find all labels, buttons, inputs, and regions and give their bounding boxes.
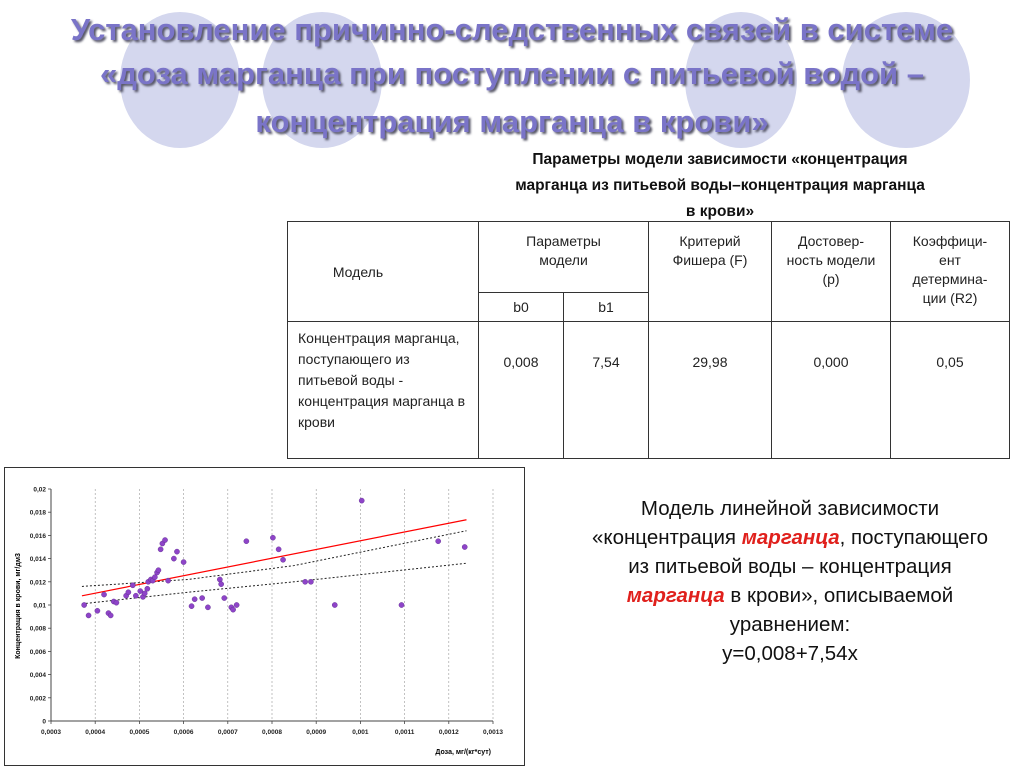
x-tick-label: 0,0004 <box>85 729 106 736</box>
x-tick-label: 0,0007 <box>217 729 238 736</box>
data-point <box>189 604 194 609</box>
row-p-cell <box>772 322 891 459</box>
data-point <box>156 568 161 573</box>
data-point <box>399 602 404 607</box>
x-tick-label: 0,0008 <box>262 729 282 736</box>
y-tick-label: 0,016 <box>29 532 46 540</box>
header-p-label: Достовер-ность модели (р) <box>786 233 876 287</box>
model-parameters-table <box>287 221 1010 459</box>
data-point <box>462 544 467 549</box>
scatter-chart-frame <box>4 467 525 766</box>
header-fisher-label: Критерий Фишера (F) <box>672 233 748 268</box>
row-fisher-value: 29,98 <box>692 354 728 370</box>
slide-title-line-2: «доза марганца при поступлении с питьевой водой – <box>100 56 924 91</box>
data-point <box>86 613 91 618</box>
data-point <box>181 559 186 564</box>
y-tick-label: 0 <box>42 718 46 726</box>
data-point <box>234 602 239 607</box>
x-tick-label: 0,0012 <box>438 729 459 736</box>
data-point <box>222 595 227 600</box>
header-model <box>288 222 479 322</box>
data-point <box>130 583 135 588</box>
description-emphasis: марганца <box>626 584 725 607</box>
description-text: «концентрация <box>591 526 742 549</box>
data-point <box>308 579 313 584</box>
model-description <box>556 494 1024 668</box>
row-model-cell <box>288 322 479 459</box>
row-model-label: Концентрация марганца, поступающего из питьевой воды - концентрация марганца в крови <box>298 330 466 430</box>
data-point <box>332 602 337 607</box>
y-tick-label: 0,002 <box>29 695 46 703</box>
data-point <box>82 602 87 607</box>
table-caption <box>440 147 1000 225</box>
data-point <box>244 539 249 544</box>
data-point <box>95 608 100 613</box>
row-r2-cell <box>891 322 1010 459</box>
slide-title-line-1: Установление причинно-следственных связей в системе <box>70 12 954 47</box>
data-point <box>174 549 179 554</box>
row-fisher-cell <box>649 322 772 459</box>
data-point <box>270 535 275 540</box>
y-tick-label: 0,02 <box>33 486 46 494</box>
table-caption-line-2: марганца из питьевой воды–концентрация марганца <box>515 177 925 194</box>
data-point <box>303 579 308 584</box>
row-b0-value: 0,008 <box>503 354 539 370</box>
description-text: , поступающего <box>839 526 989 549</box>
description-text: в крови», описываемой <box>724 584 954 607</box>
scatter-chart <box>5 468 524 765</box>
data-point <box>192 597 197 602</box>
data-point <box>114 600 119 605</box>
header-b1: b1 <box>564 293 649 322</box>
row-p-value: 0,000 <box>813 354 849 370</box>
data-point <box>101 592 106 597</box>
data-point <box>166 578 171 583</box>
data-point <box>133 593 138 598</box>
data-point <box>158 547 163 552</box>
data-point <box>200 595 205 600</box>
slide-title-line-3: концентрация марганца в крови» <box>255 104 769 139</box>
y-tick-label: 0,008 <box>29 625 46 633</box>
data-point <box>171 556 176 561</box>
data-point <box>231 607 236 612</box>
description-emphasis: марганца <box>741 526 840 549</box>
header-params-label: Параметры модели <box>526 233 601 268</box>
x-tick-label: 0,0006 <box>173 729 194 736</box>
data-point <box>219 582 224 587</box>
data-point <box>280 557 285 562</box>
data-point <box>108 613 113 618</box>
data-point <box>205 605 210 610</box>
description-line-1: Модель линейной зависимости <box>640 497 940 520</box>
equation: у=0,008+7,54х <box>722 642 858 665</box>
x-tick-label: 0,0011 <box>394 729 415 736</box>
data-point <box>162 537 167 542</box>
x-axis-label: Доза, мг/(кг*сут) <box>435 749 491 756</box>
y-tick-label: 0,018 <box>29 509 46 517</box>
data-point <box>276 547 281 552</box>
description-line-3: из питьевой воды – концентрация <box>628 555 952 578</box>
data-point <box>217 577 222 582</box>
slide-title <box>0 8 1024 144</box>
header-p <box>772 222 891 322</box>
x-tick-label: 0,0009 <box>306 729 327 736</box>
header-params <box>479 222 649 293</box>
header-r2 <box>891 222 1010 322</box>
table-header-row <box>288 222 1010 293</box>
row-r2-value: 0,05 <box>936 354 964 370</box>
x-tick-label: 0,0003 <box>41 729 61 736</box>
description-line-4 <box>556 581 1024 610</box>
row-b1-cell <box>564 322 649 459</box>
x-tick-label: 0,001 <box>352 729 369 736</box>
table-row <box>288 322 1010 459</box>
description-line-2 <box>556 523 1024 552</box>
table-caption-line-3: в крови» <box>685 203 755 220</box>
row-b0-cell <box>479 322 564 459</box>
table-caption-line-1: Параметры модели зависимости «концентрация <box>532 151 908 168</box>
y-tick-label: 0,014 <box>29 556 46 564</box>
header-r2-label: Коэффици-ент детермина-ции (R2) <box>912 233 988 306</box>
y-tick-label: 0,01 <box>33 602 46 610</box>
x-tick-label: 0,0005 <box>129 729 150 736</box>
header-b0: b0 <box>479 293 564 322</box>
data-point <box>152 575 157 580</box>
y-tick-label: 0,006 <box>29 648 46 656</box>
y-tick-label: 0,004 <box>29 672 46 680</box>
x-tick-label: 0,0013 <box>483 729 503 736</box>
header-model-label: Модель <box>332 263 384 280</box>
description-line-5: уравнением: <box>729 613 851 636</box>
data-point <box>142 591 147 596</box>
data-point <box>126 590 131 595</box>
y-axis-label: Концентрация в крови, мг/дм3 <box>15 553 22 659</box>
y-tick-label: 0,012 <box>29 579 46 587</box>
data-point <box>145 586 150 591</box>
data-point <box>359 498 364 503</box>
data-point <box>436 539 441 544</box>
row-b1-value: 7,54 <box>592 354 620 370</box>
header-fisher <box>649 222 772 322</box>
